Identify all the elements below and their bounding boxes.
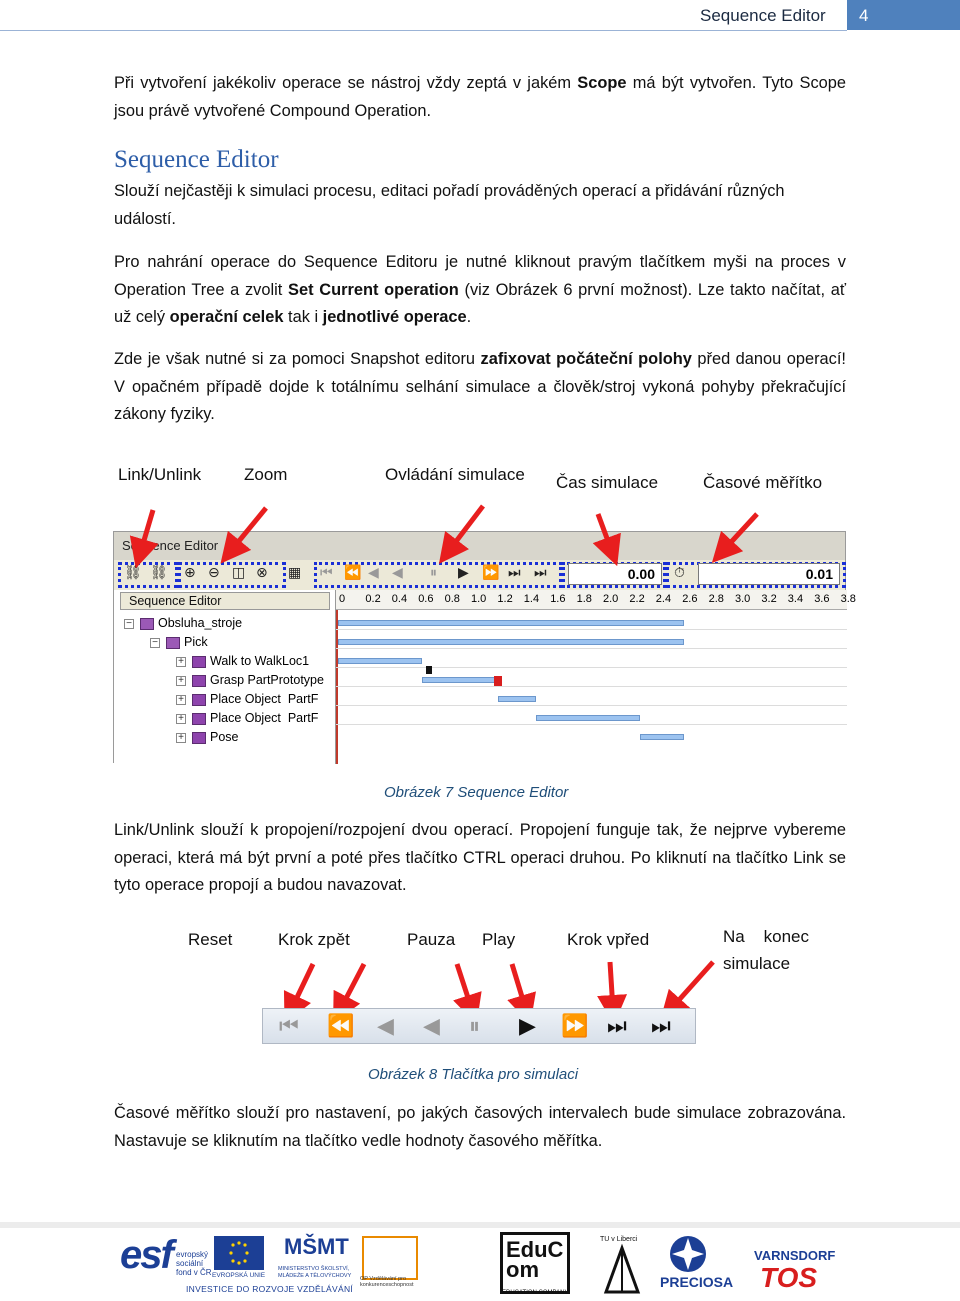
label-pause: Pauza — [407, 930, 456, 949]
tree-header: Sequence Editor — [120, 592, 330, 610]
ruler-tick: 0.8 — [444, 593, 460, 605]
ruler-tick: 0.4 — [391, 593, 408, 605]
tree-node-label[interactable]: Grasp PartPrototype — [210, 673, 324, 687]
operation-icon — [192, 656, 206, 668]
pause-button-icon[interactable]: ⏸ — [469, 1013, 481, 1038]
text-run: tak i — [283, 308, 323, 326]
ruler-tick: 0.6 — [418, 593, 434, 605]
operation-icon — [192, 732, 206, 744]
ruler-tick: 2.2 — [629, 593, 645, 605]
tree-node-label[interactable]: Pose — [210, 730, 239, 744]
tree-node-label[interactable]: Place Object PartF — [210, 692, 319, 706]
sequence-editor-screenshot — [113, 531, 856, 763]
gantt-chart — [336, 590, 856, 764]
ruler-tick: 0 — [339, 593, 346, 605]
label-to-end-1: Na konec — [723, 927, 809, 946]
arrow-reset — [291, 964, 313, 1010]
back-step-icon[interactable]: ◀ — [368, 564, 379, 580]
header-rule — [0, 30, 847, 31]
link-marker-icon — [494, 676, 502, 686]
gantt-row-line — [336, 629, 847, 630]
op-text: OP Vzdělávání pro konkurenceschopnost — [360, 1276, 414, 1288]
unlink-icon[interactable]: ⛓ — [150, 564, 168, 580]
ruler-tick: 3.6 — [814, 593, 830, 605]
step-back-button-icon[interactable]: ⏪ — [327, 1013, 355, 1038]
arrow-step-forward — [610, 962, 613, 1010]
link-marker-icon — [426, 666, 432, 674]
label-to-end-2: simulace — [723, 954, 791, 973]
text-run: před danou operací! V opačném případě dojde k totálnímu selhání simulace a člověk/stroj vykoná pohyby překračující zákony fyziky. — [114, 350, 846, 423]
esf-logo: esf — [120, 1233, 172, 1277]
expand-toggle-icon[interactable]: + — [176, 657, 186, 667]
bold-text: Scope — [577, 74, 627, 92]
window-title: Sequence Editor — [114, 532, 845, 560]
tree-node-label[interactable]: Obsluha_stroje — [158, 616, 243, 630]
ruler-tick: 1.4 — [523, 593, 540, 605]
expand-toggle-icon[interactable]: − — [150, 638, 160, 648]
label-reset: Reset — [188, 930, 233, 949]
zoom-in-icon[interactable]: ⊕ — [184, 564, 196, 580]
arrow-step-back — [340, 964, 364, 1010]
op-logo-icon — [362, 1236, 418, 1280]
gantt-bar-walk[interactable] — [338, 658, 422, 664]
tree-node-label[interactable]: Pick — [184, 635, 208, 649]
end-button-icon[interactable]: ⏭ — [651, 1013, 671, 1038]
text-run: má být vytvořen. Tyto Scope jsou právě vytvořené Compound Operation. — [114, 74, 846, 120]
section-intro: Slouží nejčastěji k simulaci procesu, editaci pořadí prováděných operací a přidávání různých událostí. — [114, 182, 785, 228]
reverse-play-icon[interactable]: ◀ — [392, 564, 403, 580]
gantt-bar-place2[interactable] — [536, 715, 640, 721]
text-run: (viz Obrázek 6 první možnost). Lze takto načítat, ať už celý — [114, 280, 846, 326]
operation-icon — [192, 713, 206, 725]
page-number: 4 — [847, 0, 960, 30]
step-back-icon[interactable]: ⏪ — [344, 564, 362, 580]
ruler-tick: 2.6 — [682, 593, 698, 605]
time-ruler — [336, 590, 856, 610]
investment-text: INVESTICE DO ROZVOJE VZDĚLÁVÁNÍ — [186, 1284, 354, 1294]
tree-node-label[interactable]: Walk to WalkLoc1 — [210, 654, 310, 668]
intro-paragraph — [114, 70, 846, 125]
play-icon[interactable]: ▶ — [458, 564, 469, 580]
ruler-tick: 2.8 — [708, 593, 724, 605]
text-run: . — [466, 308, 472, 326]
arrow-end — [670, 962, 713, 1010]
tree-node-label[interactable]: Place Object PartF — [210, 711, 319, 725]
time-cursor[interactable] — [336, 610, 338, 764]
ruler-tick: 0.2 — [365, 593, 381, 605]
text-run: Zde je však nutné si za pomoci Snapshot editoru — [114, 350, 481, 368]
educom-text: EduCom — [506, 1237, 564, 1282]
expand-toggle-icon[interactable]: − — [124, 619, 134, 629]
label-sim-control: Ovládání simulace — [385, 465, 525, 484]
link-icon[interactable]: ⛓ — [124, 564, 142, 580]
bold-text: operační celek — [169, 308, 284, 326]
toolbar — [114, 560, 845, 590]
next-button-icon[interactable]: ⏭ — [607, 1013, 627, 1038]
label-sim-time: Čas simulace — [556, 473, 659, 492]
gantt-row-line — [336, 724, 847, 725]
preciosa-star-icon — [668, 1234, 708, 1274]
label-step-forward: Krok vpřed — [567, 930, 650, 949]
arrow-play — [512, 964, 526, 1010]
reset-button-icon[interactable]: ⏮ — [279, 1013, 299, 1038]
step-forward-icon[interactable]: ⏩ — [482, 564, 500, 580]
gantt-row-line — [336, 705, 847, 706]
tul-logo-icon — [602, 1248, 642, 1292]
gantt-row-line — [336, 648, 847, 649]
expand-toggle-icon[interactable]: + — [176, 695, 186, 705]
end-icon[interactable]: ⏭ — [534, 564, 547, 580]
ruler-tick: 2.4 — [655, 593, 672, 605]
msmt-text: MINISTERSTVO ŠKOLSTVÍ, MLÁDEŽE A TĚLOVÝCHOVY — [278, 1266, 352, 1279]
operation-tree — [114, 590, 336, 764]
gantt-bar-pick[interactable] — [338, 639, 684, 645]
msmt-logo: MŠMT — [284, 1234, 349, 1259]
tul-text: TU v Liberci — [600, 1236, 638, 1243]
step-forward-button-icon[interactable]: ⏩ — [561, 1013, 589, 1038]
expand-toggle-icon[interactable]: + — [176, 714, 186, 724]
label-time-scale: Časové měřítko — [703, 473, 823, 492]
gantt-bar-grasp[interactable] — [422, 677, 498, 683]
zoom-selection-icon[interactable]: ⊗ — [256, 564, 268, 580]
header-title: Sequence Editor — [700, 6, 826, 25]
snapshot-paragraph — [114, 346, 846, 429]
zoom-fit-icon[interactable]: ◫ — [232, 564, 246, 580]
educom-subtext: EDUCATION COMPANY — [502, 1290, 569, 1296]
label-step-back: Krok zpět — [278, 930, 350, 949]
zoom-out-icon[interactable]: ⊖ — [208, 564, 220, 580]
ruler-tick: 3.2 — [761, 593, 777, 605]
time-scale-icon[interactable]: ⏱ — [674, 564, 685, 580]
bold-text: jednotlivé operace — [322, 308, 467, 326]
ruler-tick: 3.0 — [735, 593, 751, 605]
eu-text: EVROPSKÁ UNIE — [212, 1272, 266, 1279]
ruler-tick: 3.4 — [787, 593, 804, 605]
ruler-tick: 1.0 — [471, 593, 487, 605]
ruler-tick: 1.8 — [576, 593, 592, 605]
esf-text: evropský sociální fond v ČR — [176, 1250, 212, 1277]
gantt-settings-icon[interactable]: ▦ — [288, 564, 302, 580]
ruler-tick: 3.8 — [840, 593, 856, 605]
expand-toggle-icon[interactable]: + — [176, 676, 186, 686]
gantt-row-line — [336, 686, 847, 687]
ruler-tick: 1.6 — [550, 593, 566, 605]
figure7-caption: Obrázek 7 Sequence Editor — [384, 784, 569, 801]
ruler-tick: 2.0 — [603, 593, 619, 605]
tos-logo: TOS — [760, 1262, 818, 1293]
figure8-caption: Obrázek 8 Tlačítka pro simulaci — [368, 1066, 579, 1083]
load-paragraph — [114, 249, 846, 332]
label-play: Play — [482, 930, 516, 949]
gantt-bar-obsluha[interactable] — [338, 620, 684, 626]
gantt-bar-pose[interactable] — [640, 734, 684, 740]
eu-flag-icon — [214, 1236, 264, 1270]
pause-icon[interactable]: ⏸ — [430, 564, 437, 580]
label-zoom: Zoom — [244, 465, 288, 484]
gantt-row-line — [336, 667, 847, 668]
varnsdorf-text: VARNSDORF — [754, 1248, 836, 1263]
section-heading: Sequence Editor — [114, 146, 279, 173]
expand-toggle-icon[interactable]: + — [176, 733, 186, 743]
text-run: Při vytvoření jakékoliv operace se nástroj vždy zeptá v jakém — [114, 74, 578, 92]
bold-text: zafixovat počáteční polohy — [480, 350, 692, 368]
text-run: Pro nahrání operace do Sequence Editoru je nutné kliknout pravým tlačítkem myši na proces v Operation Tree a zvolit — [114, 253, 846, 299]
back-button-icon[interactable]: ◀ — [377, 1013, 394, 1038]
sim-time-value: 0.00 — [568, 563, 662, 585]
reset-icon[interactable]: ⏮ — [320, 564, 333, 580]
operation-icon — [192, 675, 206, 687]
preciosa-text: PRECIOSA — [660, 1274, 734, 1290]
time-scale-value[interactable]: 0.01 — [698, 563, 840, 585]
bold-text: Set Current operation — [288, 280, 459, 299]
footer-band — [0, 1222, 960, 1228]
gantt-bar-place1[interactable] — [498, 696, 536, 702]
link-paragraph: Link/Unlink slouží k propojení/rozpojení dvou operací. Propojení funguje tak, že nejprve vybereme operaci, která má být první a poté přes tlačítko CTRL operaci druhou. Po kliknutí na tlačítko Link se tyto operace propojí a budou navazovat. — [114, 821, 846, 894]
next-step-icon[interactable]: ⏭ — [508, 564, 521, 580]
ruler-tick: 1.2 — [497, 593, 513, 605]
play-button-icon[interactable]: ▶ — [519, 1013, 536, 1038]
scale-paragraph: Časové měřítko slouží pro nastavení, po jakých časových intervalech bude simulace zobrazována. Nastavuje se kliknutím na tlačítko vedle hodnoty časového měřítka. — [114, 1104, 846, 1150]
arrow-pause — [457, 964, 472, 1010]
operation-icon — [140, 618, 154, 630]
operation-icon — [166, 637, 180, 649]
label-link-unlink: Link/Unlink — [118, 465, 202, 484]
sim-buttons-screenshot — [262, 1008, 696, 1044]
operation-icon — [192, 694, 206, 706]
reverse-button-icon[interactable]: ◀ — [423, 1013, 440, 1038]
